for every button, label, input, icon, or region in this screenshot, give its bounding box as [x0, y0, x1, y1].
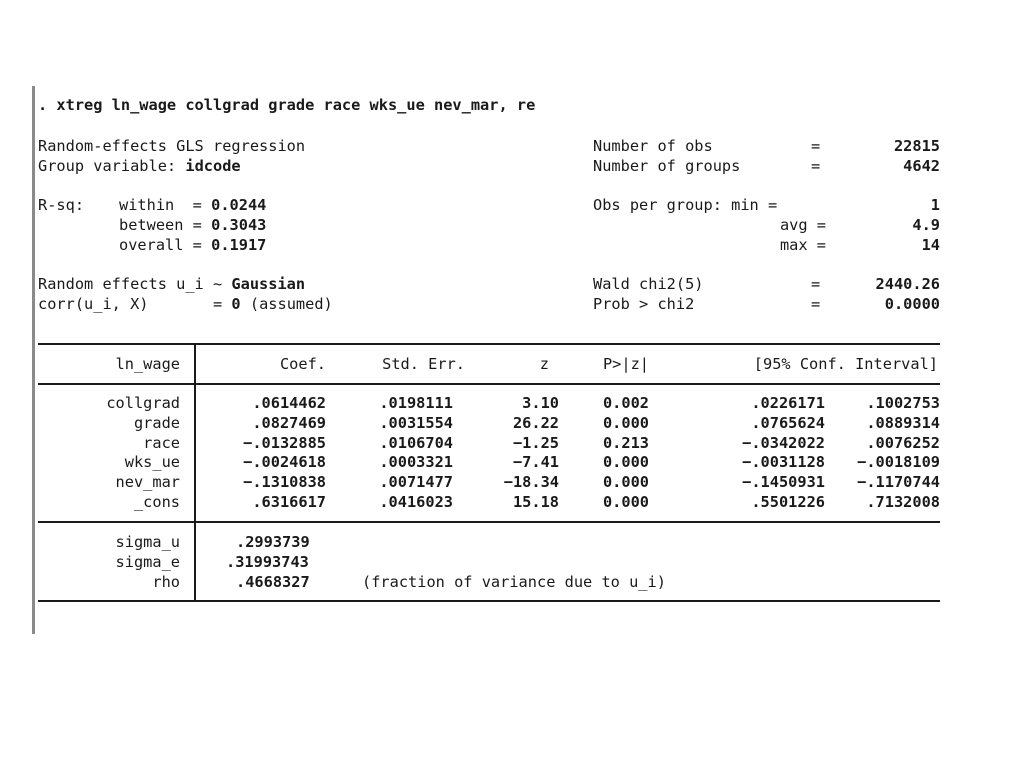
rsq-within — [119, 196, 266, 216]
rsq-label: R-sq: — [38, 196, 85, 214]
z-value: 15.18 — [512, 493, 559, 511]
command-line[interactable]: . xtreg ln_wage collgrad grade race wks_ue nev_mar, re — [38, 96, 536, 114]
table-vertical-rule — [194, 343, 196, 602]
var-name: sigma_e — [115, 552, 180, 571]
table-mid-rule — [38, 521, 940, 523]
corr-value: 0 — [231, 295, 241, 313]
ngroups-label: Number of groups — [593, 157, 741, 175]
stderr-value: .0416023 — [379, 493, 453, 511]
ci-high-value: −.0018109 — [857, 453, 940, 472]
corr-line — [38, 295, 333, 315]
re-label: Random effects u_i ~ — [38, 275, 223, 293]
component-value: .2993739 — [236, 533, 310, 551]
avg-value: 4.9 — [912, 216, 940, 234]
group-variable-line — [38, 157, 241, 177]
ci-low-value: .0765624 — [751, 413, 825, 432]
stderr-value: .0031554 — [379, 413, 453, 432]
re-value: Gaussian — [231, 275, 306, 293]
var-name: wks_ue — [124, 453, 180, 472]
ci-low-value: .0226171 — [751, 394, 825, 412]
col-z: z — [539, 355, 549, 373]
rsq-between — [119, 216, 266, 236]
coef-value: .6316617 — [252, 493, 326, 511]
nobs-eq: = — [811, 137, 821, 155]
group-variable-value: idcode — [185, 157, 241, 175]
prob-value: 0.0000 — [884, 295, 940, 313]
wald-label: Wald chi2(5) — [593, 275, 704, 293]
max-value: 14 — [921, 236, 940, 254]
within-label: within = — [119, 196, 202, 214]
stderr-value: .0003321 — [379, 453, 453, 472]
table-bottom-rule — [38, 600, 940, 602]
p-value: 0.213 — [602, 433, 649, 452]
z-value: −1.25 — [512, 433, 559, 452]
var-name: _cons — [133, 493, 180, 511]
var-name: rho — [152, 572, 180, 591]
ci-low-value: −.0342022 — [742, 433, 825, 452]
p-value: 0.000 — [602, 493, 649, 511]
stderr-value: .0198111 — [379, 394, 453, 412]
p-value: 0.000 — [602, 453, 649, 472]
between-label: between = — [119, 216, 202, 234]
ci-high-value: −.1170744 — [857, 473, 940, 492]
z-value: −18.34 — [503, 473, 559, 492]
coef-value: .0614462 — [252, 394, 326, 412]
col-stderr: Std. Err. — [382, 355, 465, 373]
table-header-rule — [38, 383, 940, 385]
stderr-value: .0071477 — [379, 473, 453, 492]
overall-value: 0.1917 — [211, 236, 267, 254]
depvar-header: ln_wage — [115, 355, 180, 373]
z-value: 26.22 — [512, 413, 559, 432]
ci-high-value: .1002753 — [866, 394, 940, 412]
rsq-overall — [119, 236, 266, 256]
p-value: 0.000 — [602, 473, 649, 492]
prob-label: Prob > chi2 — [593, 295, 695, 313]
var-name: grade — [133, 413, 180, 432]
overall-label: overall = — [119, 236, 202, 254]
component-value: .31993743 — [226, 552, 309, 571]
col-coef: Coef. — [279, 355, 326, 373]
var-name: nev_mar — [115, 473, 180, 492]
ci-high-value: .7132008 — [866, 493, 940, 511]
coef-value: .0827469 — [252, 413, 326, 432]
p-value: 0.002 — [602, 394, 649, 412]
z-value: 3.10 — [522, 394, 559, 412]
stderr-value: .0106704 — [379, 433, 453, 452]
min-value: 1 — [930, 196, 940, 214]
coef-value: −.0024618 — [243, 453, 326, 472]
z-value: −7.41 — [512, 453, 559, 472]
ci-high-value: .0076252 — [866, 433, 940, 452]
col-conf-interval: [95% Conf. Interval] — [753, 355, 938, 373]
ngroups-eq: = — [811, 157, 821, 175]
ci-low-value: .5501226 — [751, 493, 825, 511]
coef-value: −.1310838 — [243, 473, 326, 492]
component-value: .4668327 — [236, 572, 310, 591]
corr-label: corr(u_i, X) = — [38, 295, 223, 313]
obs-per-group-label: Obs per group: min = — [593, 196, 778, 214]
corr-note: (assumed) — [249, 295, 333, 313]
output-margin-bar — [32, 86, 35, 634]
wald-value: 2440.26 — [875, 275, 940, 293]
nobs-label: Number of obs — [593, 137, 713, 155]
var-name: collgrad — [106, 394, 180, 412]
wald-eq: = — [811, 275, 821, 293]
ci-high-value: .0889314 — [866, 413, 940, 432]
ci-low-value: −.0031128 — [742, 453, 825, 472]
ci-low-value: −.1450931 — [742, 473, 825, 492]
prob-eq: = — [811, 295, 821, 313]
col-p: P>|z| — [602, 355, 649, 373]
avg-label: avg = — [779, 216, 826, 234]
coef-value: −.0132885 — [243, 433, 326, 452]
max-label: max = — [779, 236, 826, 254]
component-note: (fraction of variance due to u_i) — [362, 572, 666, 591]
nobs-value: 22815 — [893, 137, 940, 155]
group-variable-label: Group variable: — [38, 157, 177, 175]
within-value: 0.0244 — [211, 196, 267, 214]
random-effects-line — [38, 275, 305, 295]
between-value: 0.3043 — [211, 216, 267, 234]
table-top-rule — [38, 343, 940, 345]
var-name: race — [143, 433, 180, 452]
ngroups-value: 4642 — [903, 157, 940, 175]
p-value: 0.000 — [602, 413, 649, 432]
model-title: Random-effects GLS regression — [38, 137, 306, 155]
results-window — [38, 0, 958, 700]
var-name: sigma_u — [115, 533, 180, 551]
